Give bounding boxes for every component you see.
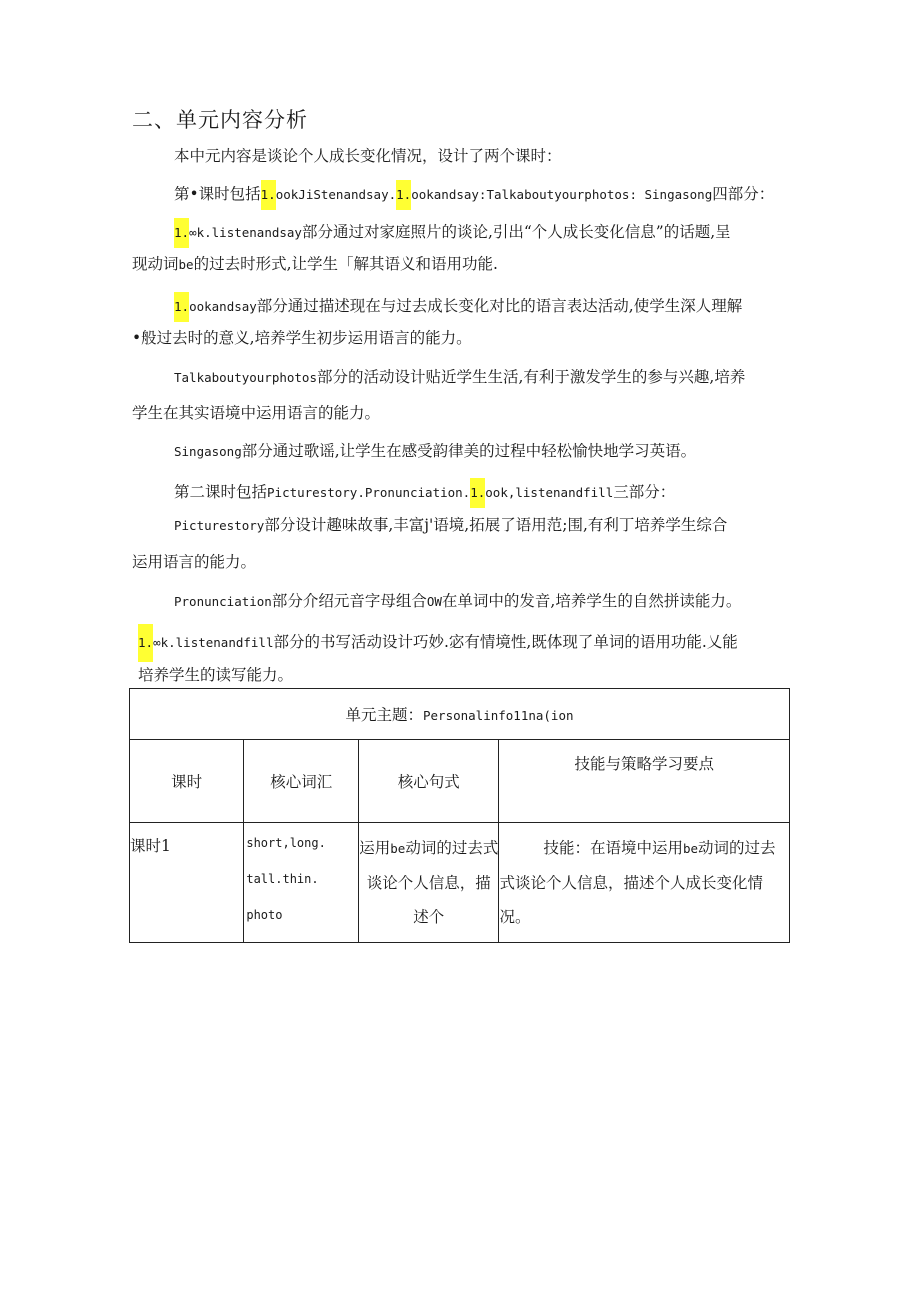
- lesson1-part2: ookandsay:Talkaboutyourphotos: Singasong: [411, 187, 713, 202]
- p3-line2: 学生在其实语境中运用语言的能力。: [132, 404, 381, 422]
- sentence-text-b: 动词的过去式谈论个人信息，描述个: [366, 839, 499, 926]
- header-lesson: 课时: [130, 740, 244, 823]
- p5-text-1: 部分设计趣味故事,丰富j'语境,拓展了语用范;围,有利丁培养学生综合: [264, 516, 728, 534]
- p7-line1: [138, 624, 738, 662]
- vocab-line: tall.thin.: [246, 872, 319, 886]
- p4-text-1: 部分通过歌谣,让学生在感受韵律美的过程中轻松愉快地学习英语。: [241, 442, 697, 460]
- highlight-mark: 1.: [174, 218, 189, 248]
- lesson2-lead: 第二课时包括: [174, 483, 268, 501]
- p3-line1: [174, 366, 745, 389]
- p3-section-name: Talkaboutyourphotos: [174, 370, 317, 385]
- header-skills: 技能与策略学习要点: [499, 740, 790, 823]
- table-row: [130, 689, 790, 740]
- p1-line2: [132, 253, 498, 276]
- p2-line1: [174, 292, 742, 322]
- header-sentences: 核心句式: [359, 740, 499, 823]
- p5-section-name: Picturestory: [174, 518, 265, 533]
- header-vocabulary: 核心词汇: [244, 740, 359, 823]
- lesson1-tail: 四部分：: [712, 185, 775, 203]
- p6-text-1b: 在单词中的发音,培养学生的自然拼读能力。: [441, 592, 742, 610]
- p3-text-1: 部分的活动设计贴近学生生活,有利于激发学生的参与兴趣,培养: [317, 368, 746, 386]
- unit-table: [129, 688, 790, 943]
- lesson1-part1: ookJiStenandsay.: [275, 187, 397, 202]
- sentence-text-a: 运用: [359, 839, 391, 857]
- lesson1-lead: 第•课时包括: [174, 185, 261, 203]
- highlight-mark: 1.: [396, 180, 411, 210]
- table-row: [130, 823, 790, 943]
- p7-text-1: 部分的书写活动设计巧妙.宓有情境性,既体现了单词的语用功能.乂能: [273, 633, 738, 651]
- highlight-mark: 1.: [174, 292, 189, 322]
- lesson2-tail: 三部分：: [613, 483, 676, 501]
- lesson1-paragraph: [174, 180, 774, 210]
- unit-theme-cell: [130, 689, 790, 740]
- p6-section-name: Pronunciation: [174, 594, 272, 609]
- p1-text-1: 部分通过对家庭照片的谈论,引出“个人成长变化信息”的话题,呈: [301, 223, 731, 241]
- table-row: [130, 740, 790, 823]
- intro-paragraph: 本中元内容是谈论个人成长变化情况，设计了两个课时：: [174, 147, 562, 165]
- p4-line1: [174, 440, 696, 463]
- lesson2-part1: Picturestory.Pronunciation.: [267, 485, 471, 500]
- p1-be: be: [178, 257, 194, 272]
- sentence-be: be: [390, 841, 406, 856]
- skill-be: be: [682, 841, 699, 856]
- p2-line2: •般过去时的意义,培养学生初步运用语言的能力。: [132, 329, 472, 347]
- cell-lesson: 课时1: [130, 823, 244, 943]
- p6-text-1a: 部分介绍元音字母组合: [271, 592, 427, 610]
- cell-vocabulary: [244, 823, 359, 943]
- p1-section-name: ∞k.listenandsay: [189, 225, 302, 240]
- highlight-mark: 1.: [138, 624, 153, 662]
- highlight-mark: 1.: [470, 478, 485, 508]
- p7-line2: 培养学生的读写能力。: [138, 666, 294, 684]
- vocab-line: photo: [246, 908, 283, 922]
- p2-text-1: 部分通过描述现在与过去成长变化对比的语言表达活动,使学生深人理解: [256, 297, 743, 315]
- p1-line1: [174, 218, 731, 248]
- p1-text-2a: 现动词: [132, 255, 179, 273]
- p1-text-2b: 的过去时形式,让学生「解其语义和语用功能.: [193, 255, 498, 273]
- skill-text-b: 动词的过去式谈论个人信息，描述个人成长变化情况。: [499, 839, 776, 926]
- p6-line1: [174, 590, 741, 613]
- section-heading: 二、单元内容分析: [132, 108, 308, 132]
- vocab-line: short,long.: [246, 836, 326, 850]
- p5-line1: [174, 514, 727, 537]
- skill-text-a: 技能：在语境中运用: [543, 839, 683, 857]
- p6-ow: OW: [426, 594, 442, 609]
- p2-section-name: ookandsay: [189, 299, 257, 314]
- p4-section-name: Singasong: [174, 444, 242, 459]
- p5-line2: 运用语言的能力。: [132, 553, 257, 571]
- unit-theme-value: Personalinfo11na(ion: [423, 708, 574, 723]
- p7-section-name: ∞k.listenandfill: [153, 635, 274, 650]
- lesson2-part2: ook,listenandfill: [485, 485, 614, 500]
- highlight-mark: 1.: [261, 180, 276, 210]
- unit-theme-label: 单元主题：: [345, 706, 423, 724]
- cell-sentences: [359, 823, 499, 943]
- cell-skills: [499, 823, 790, 943]
- lesson2-paragraph: [174, 478, 675, 508]
